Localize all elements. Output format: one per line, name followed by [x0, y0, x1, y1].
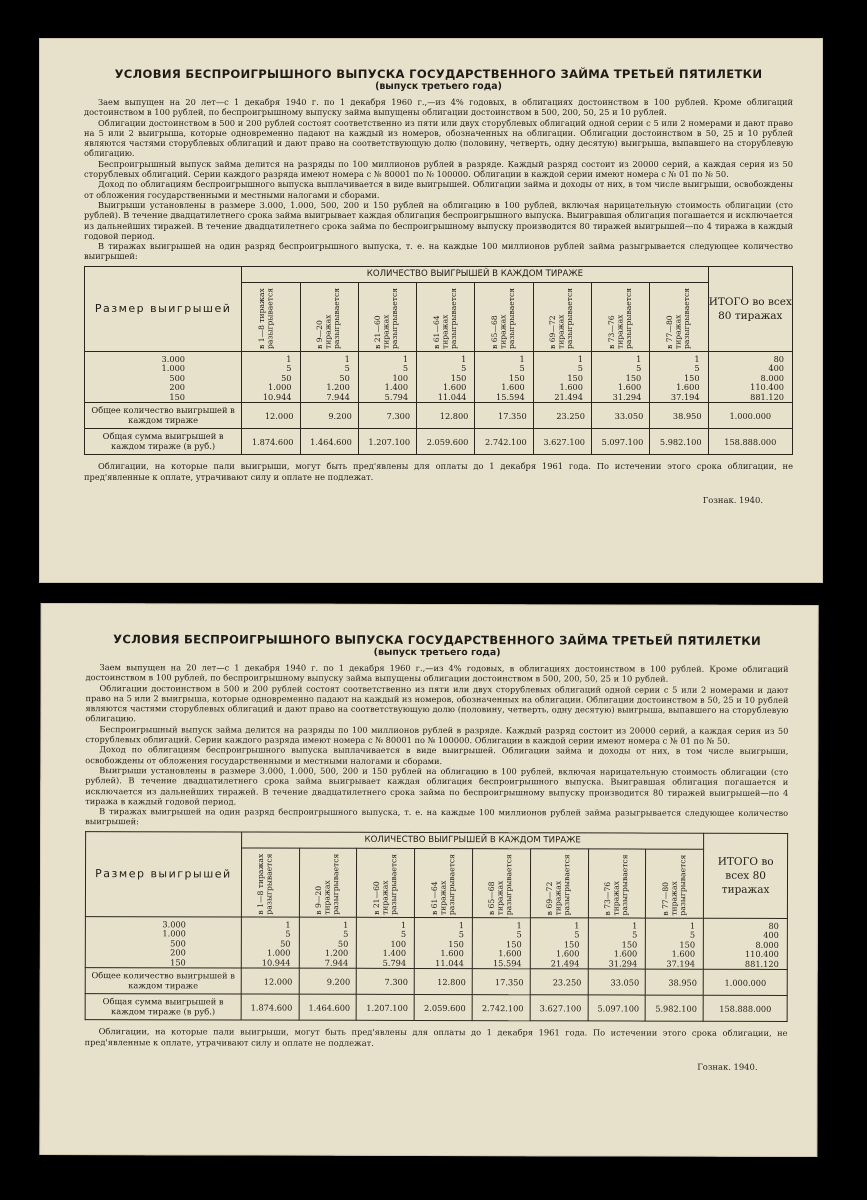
draw-range-header	[646, 849, 704, 918]
totals-cell	[708, 351, 792, 403]
prize-count: 5	[461, 363, 467, 374]
prize-count: 150	[509, 372, 525, 383]
sum-row-value: 1.464.600	[299, 994, 357, 1020]
count-row-value: 9.200	[300, 403, 358, 429]
draws-group-header: КОЛИЧЕСТВО ВЫИГРЫШЕЙ В КАЖДОМ ТИРАЖЕ	[241, 832, 703, 849]
paragraph: Выигрыши установлены в размере 3.000, 1.000, 500, 200 и 150 рублей на облигацию в 100 рублей, включая нарицательную стоимость облигации (сто рублей). В течение двадцатилетнего срока займа выигрывает каждая облигация беспроигрышного выпуска. Выигравшая облигация погашается и исключается из дальнейших тиражей. В течение двадцатилетнего срока займа по беспроигрышному выпуску производится 80 тиражей выигрышей—по 4 тиража в каждый годовой период.	[84, 199, 793, 241]
prize-count: 150	[567, 372, 583, 383]
draw-range-label: в 1—8 тиражах разыгрывается	[256, 853, 274, 915]
prize-count: 1	[286, 353, 292, 364]
prize-size: 1.000	[161, 363, 185, 374]
prize-count: 5	[285, 928, 291, 939]
draw-counts-cell	[357, 917, 415, 969]
bond-sheet-top	[39, 38, 823, 583]
prize-count: 5	[286, 363, 292, 374]
prize-table	[84, 266, 793, 456]
prize-table	[85, 831, 788, 1022]
sum-row-value: 5.097.100	[591, 429, 649, 455]
count-row-value: 1.000.000	[703, 969, 787, 995]
prize-sizes-cell	[85, 916, 241, 968]
sum-row-value: 158.888.000	[708, 429, 792, 455]
prize-count: 1.600	[440, 948, 464, 959]
prize-count: 10.944	[262, 391, 292, 402]
draw-counts-cell	[242, 351, 300, 403]
count-row-value: 12.000	[241, 968, 299, 994]
draw-counts-cell	[533, 351, 591, 403]
paragraph: Облигации достоинством в 500 и 200 рублей состоят соответственно из пяти или двух сторублевых облигаций одной серии с 5 или 2 номерами и дают право на 5 или 2 выигрыша, которые одновременно падают на каждый из номеров, обозначенных на облигации. Облигации достоинством в 50, 25 и 10 рублей являются частями сторублевых облигаций и дают право на соответствующую долю (половину, четверть, одну десятую) выигрыша, выпавшего на сторублевую облигацию.	[85, 682, 789, 724]
total-by-size: 110.400	[750, 382, 784, 393]
prize-size: 1.000	[162, 928, 186, 939]
prize-size: 3.000	[162, 919, 186, 930]
prize-count: 1.600	[613, 948, 638, 959]
paragraph: В тиражах выигрышей на один разряд беспроигрышного выпуска, т. е. на каждые 100 миллионов рублей займа разыгрывается следующее количество выигрышей:	[85, 806, 789, 827]
prize-count: 5	[458, 929, 464, 940]
draw-counts-cell	[472, 917, 530, 969]
draw-range-header	[588, 849, 646, 918]
draw-range-header	[533, 282, 591, 351]
paragraph: Доход по облигациям беспроигрышного выпуска выплачивается в виде выигрышей. Облигации займа и доходы от них, в том числе выигрыши, освобождены от обложения государственными и местными налогами и сборами.	[84, 179, 793, 200]
prize-count: 150	[506, 938, 522, 949]
draw-range-header	[358, 282, 416, 351]
sheet-content	[84, 632, 789, 1072]
sum-row-value: 3.627.100	[533, 429, 591, 455]
count-row-value: 12.000	[242, 403, 300, 429]
total-header: ИТОГО во всех 80 тиражах	[708, 266, 792, 351]
draw-range-header	[299, 848, 357, 917]
sum-row-value: 3.627.100	[530, 995, 588, 1021]
prize-count: 5	[577, 363, 583, 374]
paragraph: Доход по облигациям беспроигрышного выпуска выплачивается в виде выигрышей. Облигации займа и доходы от них, в том числе выигрыши, освобождены от обложения государственными и местными налогами и сборами.	[85, 744, 789, 766]
draw-counts-cell	[415, 917, 473, 969]
count-row-value: 9.200	[299, 968, 357, 994]
prize-count: 1	[344, 353, 350, 364]
prize-count: 150	[450, 372, 467, 383]
count-row-value: 38.950	[646, 969, 704, 995]
count-row-value: 33.050	[588, 969, 646, 995]
prize-count: 11.044	[435, 957, 464, 968]
document-subtitle: (выпуск третьего года)	[373, 646, 501, 659]
draw-counts-cell	[588, 918, 646, 970]
prize-count: 5	[689, 929, 696, 940]
document-title: УСЛОВИЯ БЕСПРОИГРЫШНОГО ВЫПУСКА ГОСУДАРСТВЕННОГО ЗАЙМА ТРЕТЬЕЙ ПЯТИЛЕТКИ	[114, 67, 763, 81]
document-title: УСЛОВИЯ БЕСПРОИГРЫШНОГО ВЫПУСКА ГОСУДАРСТВЕННОГО ЗАЙМА ТРЕТЬЕЙ ПЯТИЛЕТКИ	[113, 632, 762, 648]
prize-count: 1.000	[267, 947, 291, 958]
draw-range-label: в 73—76 тиражах разыгрывается	[606, 287, 633, 349]
prize-size: 150	[169, 391, 185, 402]
draw-range-label: в 77—80 тиражах разыгрывается	[664, 287, 692, 349]
document-subtitle: (выпуск третьего года)	[375, 81, 502, 92]
prize-count: 1.000	[268, 382, 292, 393]
prize-count: 150	[563, 939, 580, 950]
sum-row-value: 1.207.100	[358, 429, 416, 455]
prize-count: 1.600	[671, 948, 696, 959]
prize-count: 11.044	[437, 391, 467, 402]
sum-row-value: 5.982.100	[650, 429, 708, 455]
bond-sheet-bottom	[39, 603, 818, 1157]
draw-range-header	[242, 282, 300, 351]
prize-size-header: Размер выигрышей	[85, 266, 242, 351]
prize-count: 1	[636, 353, 642, 364]
prize-sizes-cell	[85, 351, 242, 403]
draw-range-label: в 21—60 тиражах разыгрывается	[371, 853, 399, 915]
sheet-content	[84, 67, 793, 505]
prize-count: 5	[402, 363, 409, 374]
draw-range-header	[650, 282, 708, 351]
draw-counts-cell	[591, 351, 649, 403]
draw-counts-cell	[300, 351, 358, 403]
draw-range-header	[357, 848, 415, 917]
paragraph: Заем выпущен на 20 лет—с 1 декабря 1940 г. по 1 декабря 1960 г.,—из 4% годовых, в облигациях достоинством в 100 рублей. Кроме облигаций достоинством в 100 рублей, по беспроигрышному выпуску займа выпущены облигации достоинством в 500, 200, 50, 25 и 10 рублей.	[85, 662, 789, 684]
prize-count: 1.400	[382, 948, 407, 959]
draw-counts-cell	[358, 351, 416, 403]
paragraph: В тиражах выигрышей на один разряд беспроигрышного выпуска, т. е. на каждые 100 миллионов рублей займа разыгрывается следующее количество выигрышей:	[84, 241, 793, 262]
prize-count: 1	[694, 353, 700, 364]
count-row-label: Общее количество выигрышей в каждом тираже	[85, 968, 241, 994]
prize-count: 1	[458, 919, 464, 930]
sum-row-value: 2.059.600	[417, 429, 475, 455]
prize-count: 1.200	[324, 947, 349, 959]
prize-size: 200	[169, 382, 185, 393]
prize-count: 31.294	[608, 958, 638, 969]
total-by-size: 8.000	[760, 372, 784, 383]
prize-count: 50	[280, 938, 291, 949]
draw-counts-cell	[530, 918, 588, 970]
prize-count: 150	[621, 939, 638, 950]
sum-row-value: 1.874.600	[241, 994, 299, 1020]
draw-range-label: в 65—68 тиражах разыгрывается	[487, 853, 514, 915]
draw-range-label: в 21—60 тиражах разыгрывается	[373, 287, 400, 349]
prize-count: 5	[344, 363, 350, 374]
prize-count: 7.944	[326, 391, 350, 402]
draw-range-header	[472, 848, 530, 917]
sum-row-value: 1.464.600	[300, 429, 358, 455]
prize-count: 50	[337, 938, 349, 949]
footer-note: Облигации, на которые пали выигрыши, могут быть пред'явлены для оплаты до 1 декабря 1961 года. По истечении этого срока облигации, не пред'явленные к оплате, утрачивают силу и оплате не подлежат.	[84, 461, 793, 482]
prize-count: 150	[683, 372, 700, 383]
count-row-value: 7.300	[357, 969, 415, 995]
draw-range-label: в 61—64 тиражах разыгрывается	[431, 287, 458, 349]
prize-count: 1.600	[498, 948, 522, 959]
draw-range-header	[591, 282, 649, 351]
total-by-size: 881.120	[744, 958, 779, 969]
total-by-size: 400	[763, 930, 779, 941]
total-header: ИТОГО во всех 80 тиражах	[704, 833, 788, 918]
draw-counts-cell	[646, 918, 704, 970]
draw-range-header	[300, 282, 358, 351]
count-row-value: 17.350	[475, 403, 533, 429]
prize-size: 200	[170, 947, 186, 958]
draws-group-header: КОЛИЧЕСТВО ВЫИГРЫШЕЙ В КАЖДОМ ТИРАЖЕ	[242, 266, 708, 282]
sum-row-value: 5.097.100	[588, 995, 646, 1021]
draw-range-label: в 65—68 тиражах разыгрывается	[490, 287, 517, 349]
prize-size: 150	[170, 957, 186, 968]
prize-count: 150	[448, 938, 464, 949]
prize-count: 1.600	[442, 382, 467, 393]
prize-count: 1	[577, 353, 583, 364]
count-row-value: 33.050	[591, 403, 649, 429]
draw-range-header	[417, 282, 475, 351]
prize-count: 1.600	[617, 382, 642, 393]
prize-count: 150	[679, 939, 696, 950]
prize-count: 1.200	[326, 382, 350, 393]
paragraph: Заем выпущен на 20 лет—с 1 декабря 1940 г. по 1 декабря 1960 г.,—из 4% годовых, в облигациях достоинством в 100 рублей. Кроме облигаций достоинством в 100 рублей, по беспроигрышному выпуску займа выпущены облигации достоинством в 500, 200, 50, 25 и 10 рублей.	[84, 97, 793, 118]
sum-row-value: 2.742.100	[475, 429, 533, 455]
prize-count: 1.600	[501, 382, 525, 393]
prize-count: 5	[343, 929, 349, 940]
total-by-size: 400	[768, 363, 784, 374]
paragraph: Выигрыши установлены в размере 3.000, 1.000, 500, 200 и 150 рублей на облигацию в 100 рублей, включая нарицательную стоимость облигации (сто рублей). В течение двадцатилетнего срока займа выигрывает каждая облигация беспроигрышного выпуска. Выигравшая облигация погашается и исключается из дальнейших тиражей. В течение двадцатилетнего срока займа по беспроигрышному выпуску производится 80 тиражей выигрышей—по 4 тиража в каждый годовой период.	[85, 765, 789, 807]
footer-note: Облигации, на которые пали выигрыши, могут быть пред'явлены для оплаты до 1 декабря 1961 года. По истечении этого срока облигации, не пред'явленные к оплате, утрачивают силу и оплате не подлежат.	[84, 1026, 788, 1048]
total-by-size: 881.120	[750, 391, 784, 402]
count-row-value: 17.350	[472, 969, 530, 995]
prize-count: 7.944	[324, 957, 349, 968]
draw-range-header	[415, 848, 473, 917]
prize-count: 50	[339, 372, 350, 383]
prize-count: 1	[689, 920, 696, 931]
prize-count: 1	[632, 920, 638, 931]
prize-count: 1	[516, 919, 522, 930]
prize-count: 1.600	[676, 382, 700, 393]
draw-range-label: в 73—76 тиражах разыгрывается	[602, 854, 630, 916]
prize-count: 5	[400, 929, 407, 940]
draw-range-label: в 9—20 тиражах разыгрывается	[315, 287, 342, 349]
prize-count: 31.294	[612, 391, 642, 402]
count-row-label: Общее количество выигрышей в каждом тираже	[85, 403, 242, 429]
prize-count: 5	[519, 363, 525, 374]
prize-count: 10.944	[261, 957, 291, 968]
draw-range-label: в 69—72 тиражах разыгрывается	[545, 854, 572, 916]
count-row-value: 23.250	[530, 969, 588, 995]
sum-row-value: 2.059.600	[414, 995, 472, 1021]
prize-count: 15.594	[492, 957, 522, 968]
prize-size: 500	[169, 372, 185, 383]
imprint: Гознак. 1940.	[702, 494, 763, 505]
count-row-value: 12.800	[417, 403, 475, 429]
draw-range-header	[241, 848, 299, 917]
prize-count: 1.600	[559, 382, 583, 393]
prize-size-header: Размер выигрышей	[85, 831, 241, 916]
prize-count: 5.794	[384, 391, 409, 402]
totals-cell	[704, 918, 788, 970]
prize-count: 5	[636, 363, 642, 374]
prize-count: 5	[632, 929, 638, 940]
prize-count: 5	[574, 929, 580, 940]
sum-row-value: 1.874.600	[242, 429, 300, 455]
prize-count: 1.600	[555, 948, 580, 959]
draw-range-label: в 1—8 тиражах разыгрывается	[256, 287, 275, 349]
total-by-size: 80	[768, 920, 779, 931]
prize-count: 5	[694, 363, 700, 374]
draw-counts-cell	[299, 917, 357, 969]
count-row-value: 23.250	[533, 403, 591, 429]
prize-count: 1	[285, 919, 291, 930]
prize-size: 500	[170, 938, 186, 949]
draw-counts-cell	[241, 917, 299, 969]
sum-row-value: 5.982.100	[646, 995, 704, 1021]
draw-range-header	[475, 282, 533, 351]
total-by-size: 110.400	[744, 949, 779, 960]
prize-count: 1	[519, 353, 525, 364]
draw-range-label: в 77—80 тиражах разыгрывается	[660, 854, 688, 916]
count-row-value: 12.800	[414, 969, 472, 995]
total-by-size: 80	[773, 353, 784, 364]
prize-count: 37.194	[670, 391, 700, 402]
total-by-size: 8.000	[755, 939, 779, 950]
draw-counts-cell	[417, 351, 475, 403]
prize-count: 100	[392, 372, 409, 383]
prize-count: 1	[574, 920, 580, 931]
count-row-value: 38.950	[650, 403, 708, 429]
draw-range-label: в 9—20 тиражах разыгрывается	[313, 853, 341, 915]
prize-count: 37.194	[666, 958, 696, 969]
prize-count: 1	[402, 353, 409, 364]
prize-count: 150	[625, 372, 642, 383]
draw-range-label: в 61—64 тиражах разыгрывается	[429, 853, 456, 915]
sum-row-value: 2.742.100	[472, 995, 530, 1021]
sum-row-value: 1.207.100	[357, 995, 415, 1021]
prize-count: 5.794	[382, 957, 407, 968]
paragraph: Беспроигрышный выпуск займа делится на разряды по 100 миллионов рублей в разряде. Каждый разряд состоит из 20000 серий, а каждая серия из 50 сторублевых облигаций. Серии каждого разряда имеют номера с № 80001 по № 100000. Облигации в каждой серии имеют номера с № 01 по № 50.	[85, 723, 789, 746]
prize-count: 1.400	[384, 382, 409, 393]
paragraph: Облигации достоинством в 500 и 200 рублей состоят соответственно из пяти или двух сторублевых облигаций одной серии с 5 или 2 номерами и дают право на 5 или 2 выигрыша, которые одновременно падают на каждый из номеров, обозначенных на облигации. Облигации достоинством в 50, 25 и 10 рублей являются частями сторублевых облигаций и дают право на соответствующую долю (половину, четверть, одну десятую) выигрыша, выпавшего на сторублевую облигацию.	[84, 117, 793, 159]
prize-count: 5	[516, 929, 522, 940]
sum-row-label: Общая сумма выигрышей в каждом тираже (в руб.)	[85, 429, 242, 455]
prize-count: 1	[461, 353, 467, 364]
prize-count: 21.494	[550, 958, 580, 969]
prize-count: 1	[400, 919, 407, 930]
paragraph: Беспроигрышный выпуск займа делится на разряды по 100 миллионов рублей в разряде. Каждый разряд состоит из 20000 серий, а каждая серия из 50 сторублевых облигаций. Серии каждого разряда имеют номера с № 80001 по № 100000. Облигации в каждой серии имеют номера с № 01 по № 50.	[84, 158, 793, 180]
draw-counts-cell	[650, 351, 708, 403]
imprint: Гознак. 1940.	[697, 1061, 758, 1072]
prize-count: 50	[281, 372, 292, 383]
draw-range-label: в 69—72 тиражах разыгрывается	[548, 287, 575, 349]
count-row-value: 7.300	[358, 403, 416, 429]
prize-count: 1	[343, 919, 349, 930]
sum-row-label: Общая сумма выигрышей в каждом тираже (в руб.)	[85, 994, 241, 1020]
draw-counts-cell	[475, 351, 533, 403]
draw-range-header	[530, 849, 588, 918]
prize-count: 21.494	[554, 391, 583, 402]
prize-size: 3.000	[161, 353, 185, 364]
sum-row-value: 158.888.000	[703, 995, 787, 1021]
prize-count: 100	[390, 938, 407, 949]
prize-count: 15.594	[496, 391, 525, 402]
count-row-value: 1.000.000	[708, 403, 792, 429]
